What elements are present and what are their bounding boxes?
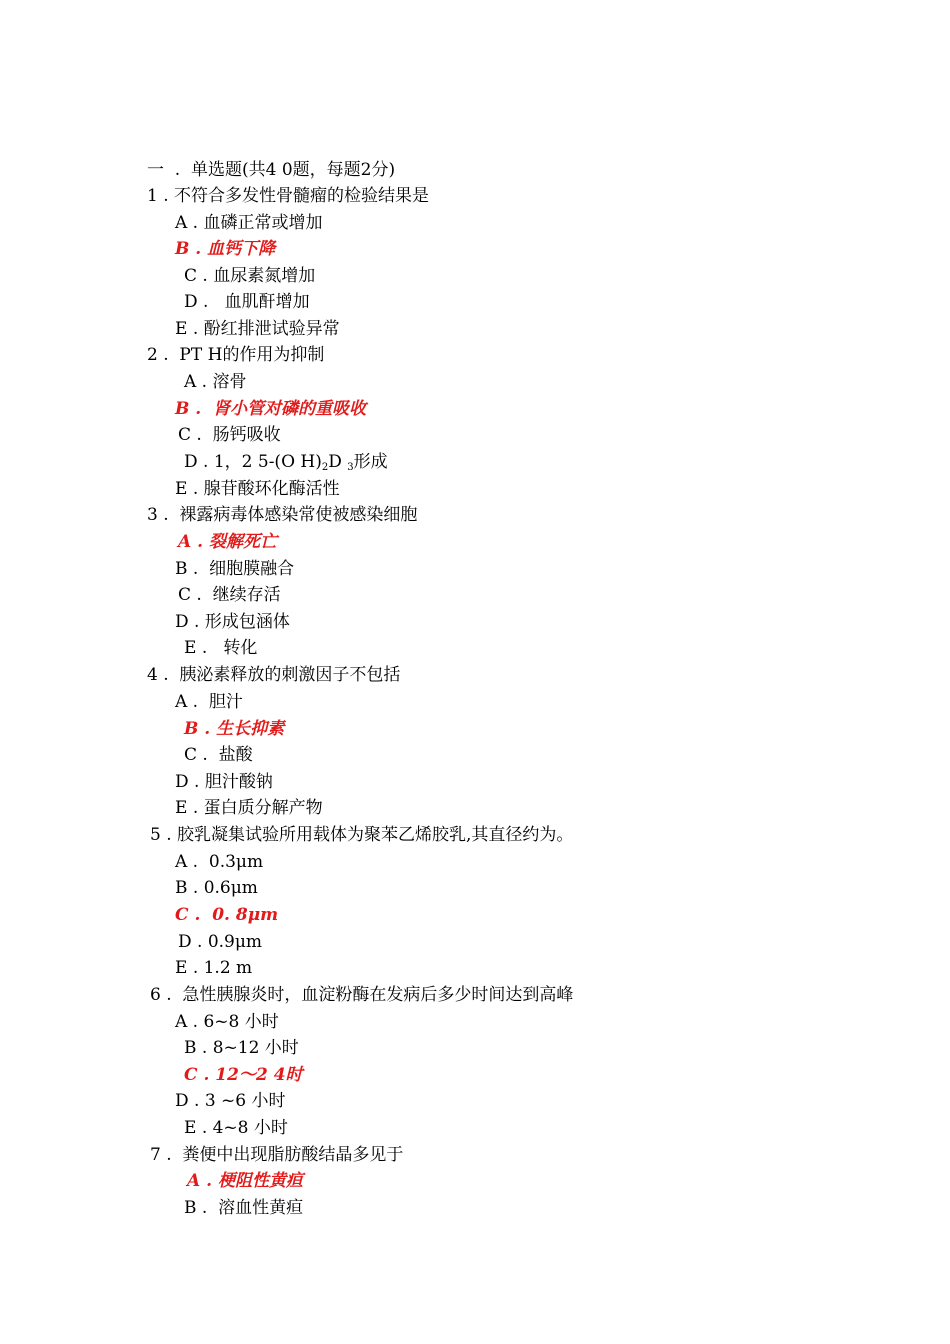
question-stem: 3 . 裸露病毒体感染常使被感染细胞 [147,505,418,525]
correct-answer-option: B . 生长抑素 [184,719,285,739]
option-d: D . 0.9μm [178,932,263,952]
option-b: B . 溶血性黄疸 [184,1198,304,1218]
option-a: A . 血磷正常或增加 [175,213,323,233]
option-c: C . 血尿素氮增加 [184,266,316,286]
option-d: D . 形成包涵体 [175,612,290,632]
question-stem: 4 . 胰泌素释放的刺激因子不包括 [147,665,401,685]
question-stem: 7 . 粪便中出现脂肪酸结晶多见于 [150,1145,404,1165]
option-d: D . 胆汁酸钠 [175,772,273,792]
option-e: E . 腺苷酸环化酶活性 [175,479,340,499]
option-b: B . 0.6μm [175,878,258,898]
option-e: E . 酚红排泄试验异常 [175,319,340,339]
correct-answer-option: C . 12～2 4时 [184,1065,303,1085]
option-c: C . 盐酸 [184,745,253,765]
correct-answer-option: A . 梗阻性黄疸 [187,1171,303,1191]
option-e: E . 蛋白质分解产物 [175,798,323,818]
section-title: 一 . 单选题(共4 0题，每题2分) [147,160,396,180]
question-stem: 6 . 急性胰腺炎时，血淀粉酶在发病后多少时间达到高峰 [150,985,574,1005]
option-a: A . 溶骨 [184,372,247,392]
correct-answer-option: B . 肾小管对磷的重吸收 [175,399,367,419]
option-b: B . 细胞膜融合 [175,559,295,579]
option-d: D . 血肌酐增加 [184,292,310,312]
option-e: E . 转化 [184,638,258,658]
option-d: D . 1，2 5-(O $H)_2D$ $_3$形成 [184,452,388,473]
option-c: C . 继续存活 [178,585,281,605]
option-b: B . 8~12 小时 [184,1038,299,1058]
question-stem: 5 . 胶乳凝集试验所用载体为聚苯乙烯胶乳,其直径约为。 [150,825,574,845]
question-stem: 2 . PT H的作用为抑制 [147,345,325,365]
question-stem: 1 . 不符合多发性骨髓瘤的检验结果是 [147,186,430,206]
correct-answer-option: A . 裂解死亡 [178,532,277,552]
option-c: C . 肠钙吸收 [178,425,281,445]
correct-answer-option: C . 0. 8μm [175,905,279,925]
option-e: E . 4~8 小时 [184,1118,288,1138]
option-d: D . 3 ~6 小时 [175,1091,286,1111]
option-a: A . 胆汁 [175,692,243,712]
correct-answer-option: B . 血钙下降 [175,239,276,259]
option-a: A . 6~8 小时 [175,1012,279,1032]
option-e: E . 1.2 m [175,958,253,978]
option-a: A . 0.3μm [175,852,264,872]
